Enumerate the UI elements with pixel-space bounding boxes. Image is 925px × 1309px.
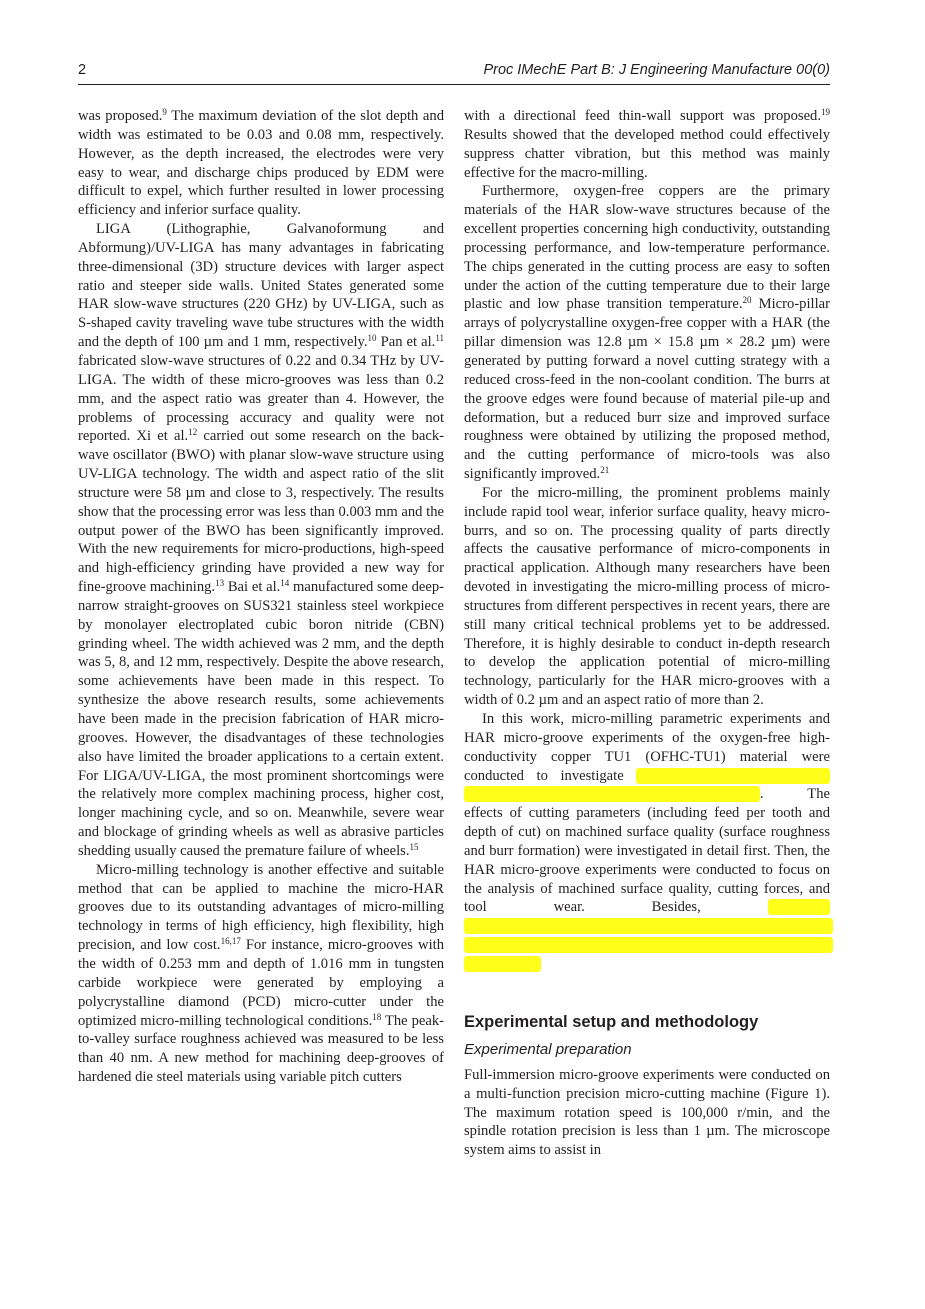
citation-ref[interactable]: 19 — [821, 107, 830, 117]
paragraph: For the micro-milling, the prominent problems mainly include rapid tool wear, inferior surface quality, heavy micro-burrs, and so on. The processing quality of parts directly affects the causative performance of micro-components in practical application. Although many researchers have been devoted in investigating the micro-milling process of micro-structures from different perspectives in recent years, there are still many critical technical problems yet to be addressed. Therefore, it is highly desirable to conduct in-depth research to develop the application potential of micro-milling technology, particularly for the HAR micro-grooves with a width of 0.2 µm and an aspect ratio of more than 2. — [464, 484, 830, 709]
paragraph: Micro-milling technology is another effective and suitable method that can be applied to machine the micro-HAR grooves due to its outstanding advantages of micro-milling technology in terms of high efficiency, high flexibility, high precision, and low cost.$^{16,17}$ For instance, micro-grooves with the width of 0.253 mm and depth of 1.016 mm in tungsten carbide workpiece were generated by employing a polycrystalline diamond (PCD) micro-cutter under the optimized micro-milling technological conditions.$^{18}$ The peak-to-valley surface roughness achieved was measured to be less than 40 nm. A new method for machining deep-grooves of hardened die steel materials using variable pitch cutters — [78, 861, 444, 1086]
citation-ref[interactable]: 12 — [188, 427, 198, 438]
left-column — [78, 107, 444, 1087]
header-rule — [78, 84, 830, 85]
journal-title: Proc IMechE Part B: J Engineering Manufacture 00(0) — [483, 62, 830, 78]
redacted-highlight — [768, 899, 830, 915]
citation-ref[interactable]: 18 — [372, 1011, 382, 1022]
page-number: 2 — [78, 62, 87, 78]
paragraph: In this work, micro-milling parametric experiments and HAR micro-groove experiments of the oxygen-free high-conductivity copper TU1 (OFHC-TU1) material were conducted to investigate . The effects of cutting parameters (including feed per tooth and depth of cut) on machined surface quality (surface roughness and burr formation) were investigated in detail first. Then, the HAR micro-groove experiments were conducted to focus on the analysis of machined surface quality, cutting forces, and tool wear. Besides, — [464, 710, 830, 974]
redacted-highlight — [464, 786, 760, 802]
paragraph: Full-immersion micro-groove experiments were conducted on a multi-function precision micro-cutting machine (Figure 1). The maximum rotation speed is 100,000 r/min, and the spindle rotation precision is less than 1 µm. The microscope system aims to assist in — [464, 1066, 830, 1159]
citation-ref[interactable]: 9 — [162, 107, 167, 117]
paragraph: LIGA (Lithographie, Galvanoformung and Abformung)/UV-LIGA has many advantages in fabricating three-dimensional (3D) structure devices with larger aspect ratio and steeper side walls. United States generated some HAR slow-wave structures (220 GHz) by UV-LIGA, such as S-shaped cavity traveling wave tube structures with the width and the depth of 100 µm and 1 mm, respectively.$^{10}$ Pan et al.$^{11}$ fabricated slow-wave structures of 0.22 and 0.34 THz by UV-LIGA. The width of these micro-grooves was less than 0.2 mm, and the aspect ratio was greater than 4. However, the problems of processing accuracy and quality were not reported. Xi et al.$^{12}$ carried out some research on the back-wave oscillator (BWO) with planar slow-wave structure using UV-LIGA technology. The width and aspect ratio of the slit structure were 58 µm and close to 3, respectively. The results show that the processing error was less than 0.003 mm and the output power of the BWO has been significantly improved. With the new requirements for micro-productions, high-speed and high-efficiency grinding have provided a new way for fine-groove machining.$^{13}$ Bai et al.$^{14}$ manufactured some deep-narrow straight-grooves on SUS321 stainless steel workpiece by monolayer electroplated cubic boron nitride (CBN) grinding wheel. The width achieved was 2 mm, and the depth was 5, 8, and 12 mm, respectively. Despite the above research, some achievements have been made in this respect. To synthesize the above research results, some achievements have been made in the precision fabrication of HAR micro-grooves. However, the disadvantages of these technologies also have limited the broader applications to a certain extent. For LIGA/UV-LIGA, the most prominent shortcomings were the relatively more complex machining process, higher cost, longer machining cycle, and so on. Meanwhile, severe wear and blockage of grinding wheels as well as abrasive particles shedding usually caused the premature failure of wheels.$^{15}$ — [78, 221, 444, 859]
citation-ref[interactable]: 13 — [215, 578, 225, 589]
citation-ref[interactable]: 16,17 — [220, 936, 241, 947]
running-header — [78, 62, 830, 84]
citation-ref[interactable]: 20 — [742, 295, 752, 306]
citation-ref[interactable]: 21 — [600, 465, 610, 476]
paragraph: with a directional feed thin-wall support was proposed.$^{19}$ Results showed that the developed method could effectively suppress chatter vibration, but this method was mainly effective for the macro-milling. — [464, 107, 830, 181]
section-title: Experimental setup and methodology — [464, 1012, 759, 1031]
redacted-highlight — [464, 918, 833, 934]
right-column — [464, 107, 830, 1160]
redacted-highlight — [636, 768, 830, 784]
paragraph: Furthermore, oxygen-free coppers are the primary materials of the HAR slow-wave structures because of the excellent properties concerning high conductivity, outstanding processing performance, and low-temperature performance. The chips generated in the cutting process are easy to soften under the action of the cutting temperature due to their large plastic and low phase transition temperature.$^{20}$ Micro-pillar arrays of polycrystalline oxygen-free copper with a HAR (the pillar dimension was 12.8 µm × 15.8 µm × 28.2 µm) were generated by putting forward a novel cutting strategy with a reduced cross-feed in the non-coolant condition. The burrs at the groove edges were found because of material pile-up and deformation, but a reduced burr size and improved surface roughness were obtained by utilizing the proposed method, and the cutting performance of micro-tools was also significantly improved.$^{21}$ — [464, 183, 830, 483]
citation-ref[interactable]: 11 — [435, 333, 444, 344]
citation-ref[interactable]: 10 — [367, 333, 377, 344]
citation-ref[interactable]: 15 — [409, 841, 419, 852]
paragraph: was proposed.$^9$ The maximum deviation of the slot depth and width was estimated to be 0.03 and 0.08 mm, respectively. However, as the depth increased, the electrodes were very easy to wear, and discharge chips produced by EDM were difficult to expel, which further resulted in lower processing efficiency and inferior surface quality. — [78, 107, 444, 219]
citation-ref[interactable]: 14 — [280, 578, 290, 589]
subsection-title: Experimental preparation — [464, 1040, 632, 1058]
redacted-highlight — [464, 956, 541, 972]
redacted-highlight — [464, 937, 833, 953]
